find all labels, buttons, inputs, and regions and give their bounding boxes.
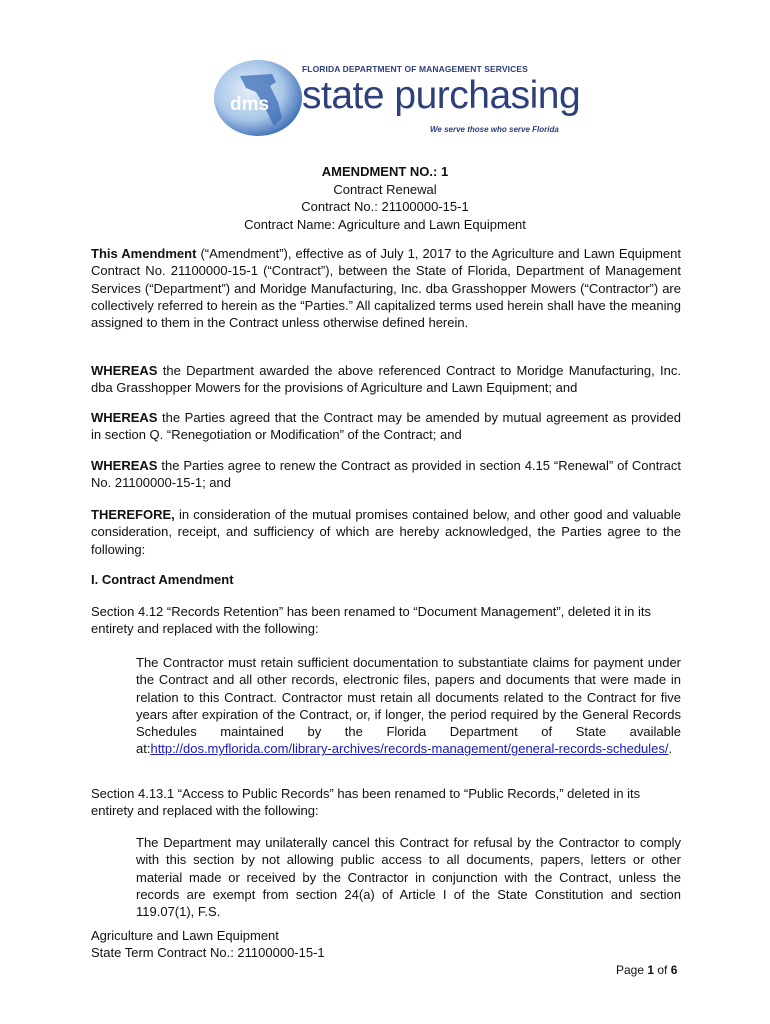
dept-name: FLORIDA DEPARTMENT OF MANAGEMENT SERVICES [302,64,528,74]
whereas-paragraph [91,457,681,492]
section-heading: I. Contract Amendment [91,572,234,587]
therefore-lead: THEREFORE, [91,507,175,522]
page-number [616,963,677,977]
section-4-12-quote [136,654,681,758]
footer [91,927,325,962]
section-4-12-intro: Section 4.12 “Records Retention” has been renamed to “Document Management”, deleted it in its entirety and replaced with the following: [91,604,652,637]
whereas-lead: WHEREAS [91,458,158,473]
tagline: We serve those who serve Florida [430,125,559,134]
section-4-12-period: . [668,741,673,757]
whereas-text: the Parties agree to renew the Contract as provided in section 4.15 “Renewal” of Contract No. 21100000-15-1; and [91,458,681,491]
whereas-lead: WHEREAS [91,410,158,425]
amendment-type: Contract Renewal [333,181,437,197]
therefore-text: in consideration of the mutual promises contained below, and other good and valuable consideration, receipt, and sufficiency of which are hereby acknowledged, the Parties agree to the following: [91,507,681,557]
therefore-paragraph [91,506,681,558]
intro-paragraph [91,245,681,331]
brand-name: state purchasing [302,74,581,117]
whereas-text: the Parties agreed that the Contract may be amended by mutual agreement as provided in section Q. “Renegotiation or Modification” of the Contract; and [91,410,681,443]
section-4-12-quote-text: The Contractor must retain sufficient documentation to substantiate claims for payment under the Contract and all other records, electronic files, papers and documents that were made in relation to this Contract. Contractor must retain all documents related to the Contract for five years after expiration of the Contract, or, if longer, the period required by the General Records Schedules maintained by the Florida Department of State available at: [136,655,681,757]
whereas-paragraph [91,409,681,444]
page-prefix: Page [616,963,648,977]
florida-globe-icon [212,56,304,138]
page-total: 6 [670,963,678,977]
amendment-number: AMENDMENT NO.: 1 [321,164,449,179]
amendment-header [0,163,770,233]
intro-text: (“Amendment”), effective as of July 1, 2017 to the Agriculture and Lawn Equipment Contract No. 21100000-15-1 (“Contract”), between the State of Florida, Department of Management Services (“Department”) and Moridge Manufacturing, Inc. dba Grasshopper Mowers (“Contractor”) are collectively referred to herein as the “Parties.” All capitalized terms used herein shall have the meaning assigned to them in the Contract unless otherwise defined herein. [91,246,681,331]
page-current: 1 [647,963,655,977]
whereas-paragraph [91,362,681,397]
contract-number: Contract No.: 21100000-15-1 [301,199,469,214]
page-of: of [654,963,671,977]
footer-line-2: State Term Contract No.: 21100000-15-1 [91,945,325,961]
intro-lead: This Amendment [91,246,197,261]
dms-logo [212,50,581,140]
section-4-13-1-intro: Section 4.13.1 “Access to Public Records” has been renamed to “Public Records,” deleted in its entirety and replaced with the following: [91,786,641,819]
section-4-13-1-quote: The Department may unilaterally cancel this Contract for refusal by the Contractor to comply with this section by not allowing public access to all documents, papers, letters or other material made or received by the Contractor in conjunction with the Contract, unless the records are exempt from section 24(a) of Article I of the State Constitution and section 119.07(1), F.S. [136,835,681,920]
dms-logo-text: dms [230,94,270,115]
footer-line-1: Agriculture and Lawn Equipment [91,928,279,943]
contract-name: Contract Name: Agriculture and Lawn Equipment [244,216,526,232]
records-schedule-link[interactable]: http://dos.myflorida.com/library-archives/records-management/general-records-schedules/ [150,741,669,757]
whereas-lead: WHEREAS [91,363,158,378]
whereas-text: the Department awarded the above referenced Contract to Moridge Manufacturing, Inc. dba Grasshopper Mowers for the provisions of Agriculture and Lawn Equipment; and [91,363,681,396]
